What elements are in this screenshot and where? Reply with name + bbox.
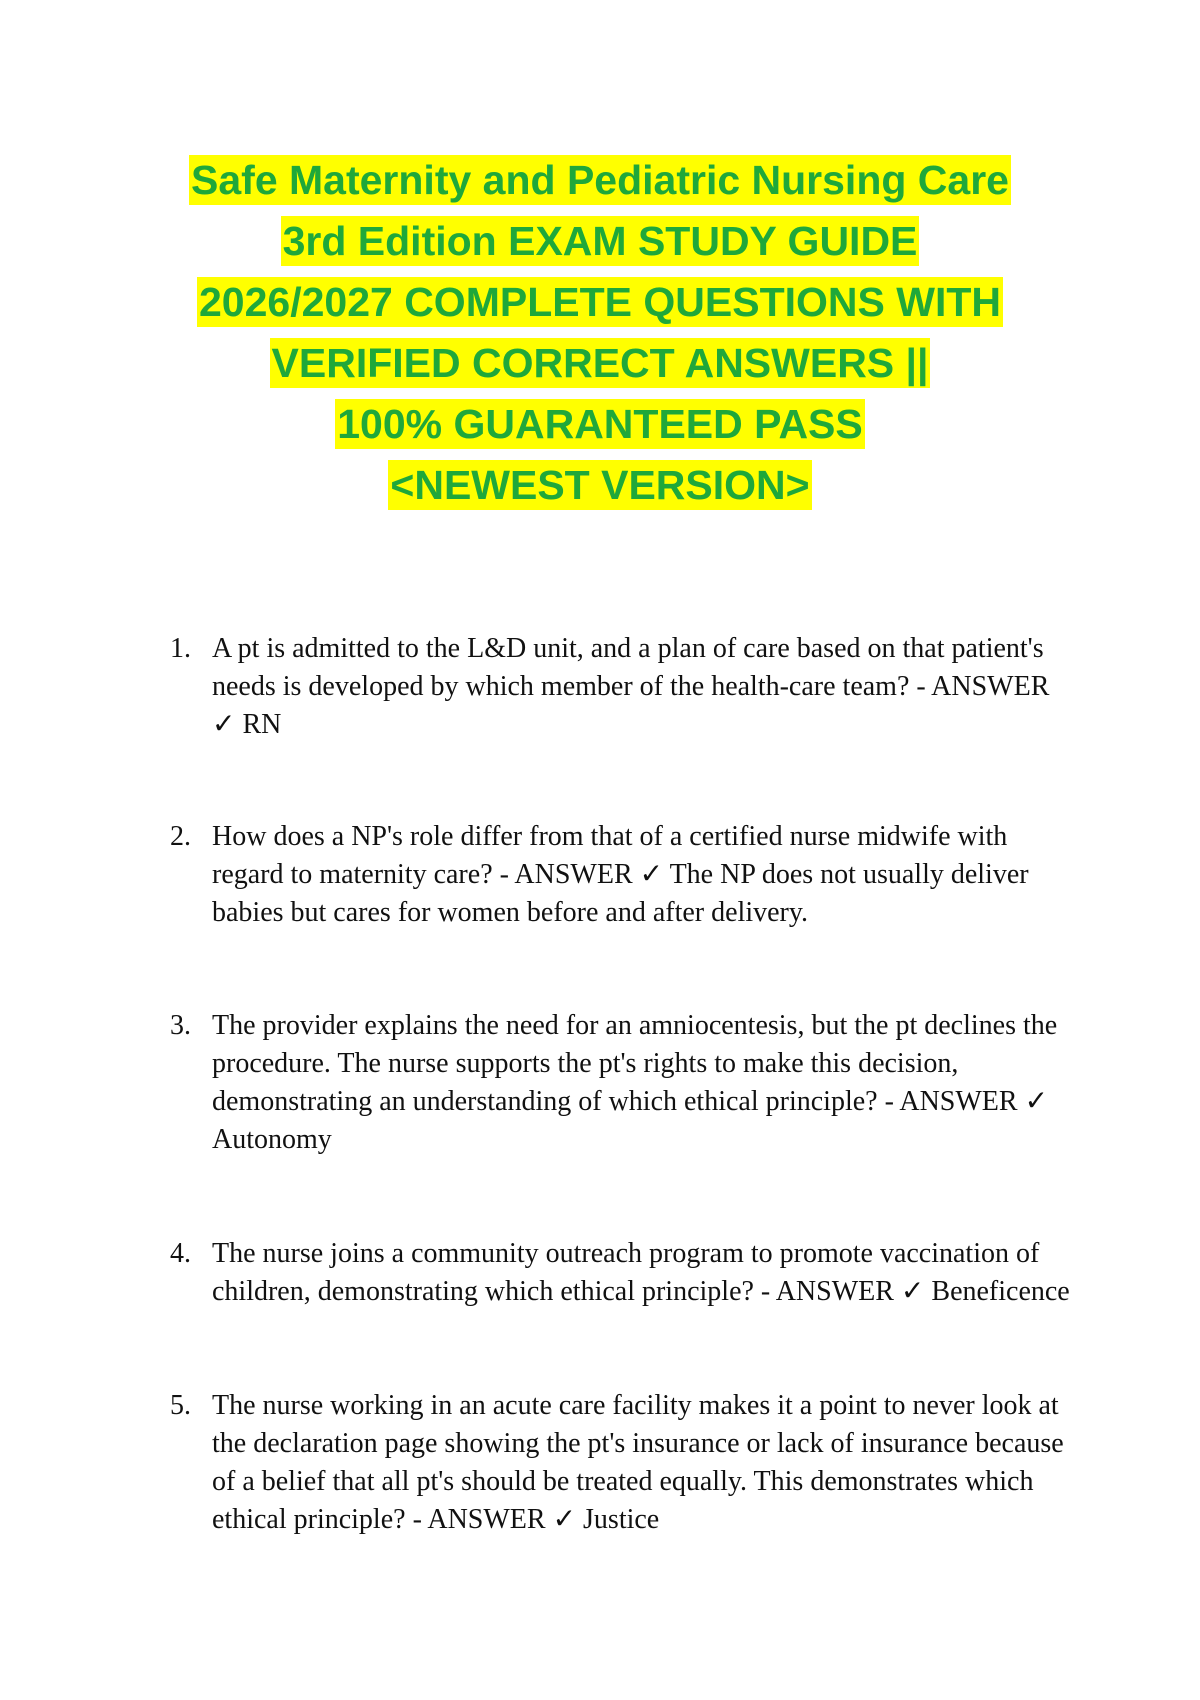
question-text: A pt is admitted to the L&D unit, and a plan of care based on that patient's needs is developed by which member of the health-care team? - ANSWER ✓ RN bbox=[212, 633, 1050, 740]
question-item-5 bbox=[170, 1387, 1070, 1539]
question-item-2 bbox=[170, 818, 1070, 932]
question-item-1 bbox=[170, 630, 1070, 744]
question-number: 4. bbox=[170, 1238, 191, 1269]
question-text: The nurse joins a community outreach program to promote vaccination of children, demonstrating which ethical principle? - ANSWER ✓ Beneficence bbox=[212, 1238, 1070, 1307]
question-number: 5. bbox=[170, 1390, 191, 1421]
title-line-1: Safe Maternity and Pediatric Nursing Care bbox=[191, 157, 1009, 203]
title-line-6: <NEWEST VERSION> bbox=[390, 462, 810, 508]
question-number: 2. bbox=[170, 821, 191, 852]
question-text: The nurse working in an acute care facility makes it a point to never look at the declaration page showing the pt's insurance or lack of insurance because of a belief that all pt's should be treated equally. This demonstrates which ethical principle? - ANSWER ✓ Justice bbox=[212, 1390, 1064, 1535]
question-text: How does a NP's role differ from that of a certified nurse midwife with regard to maternity care? - ANSWER ✓ The NP does not usually deliver babies but cares for women before and after delivery. bbox=[212, 821, 1029, 928]
question-number: 1. bbox=[170, 633, 191, 664]
title-line-4: VERIFIED CORRECT ANSWERS || bbox=[271, 340, 929, 386]
title-line-2: 3rd Edition EXAM STUDY GUIDE bbox=[282, 218, 918, 264]
question-item-4 bbox=[170, 1235, 1070, 1311]
title-line-5: 100% GUARANTEED PASS bbox=[337, 401, 863, 447]
title-line-3: 2026/2027 COMPLETE QUESTIONS WITH bbox=[199, 279, 1001, 325]
question-item-3 bbox=[170, 1007, 1070, 1159]
question-text: The provider explains the need for an amniocentesis, but the pt declines the procedure. The nurse supports the pt's rights to make this decision, demonstrating an understanding of which ethical principle? - ANSWER ✓ Autonomy bbox=[212, 1010, 1058, 1155]
question-number: 3. bbox=[170, 1010, 191, 1041]
